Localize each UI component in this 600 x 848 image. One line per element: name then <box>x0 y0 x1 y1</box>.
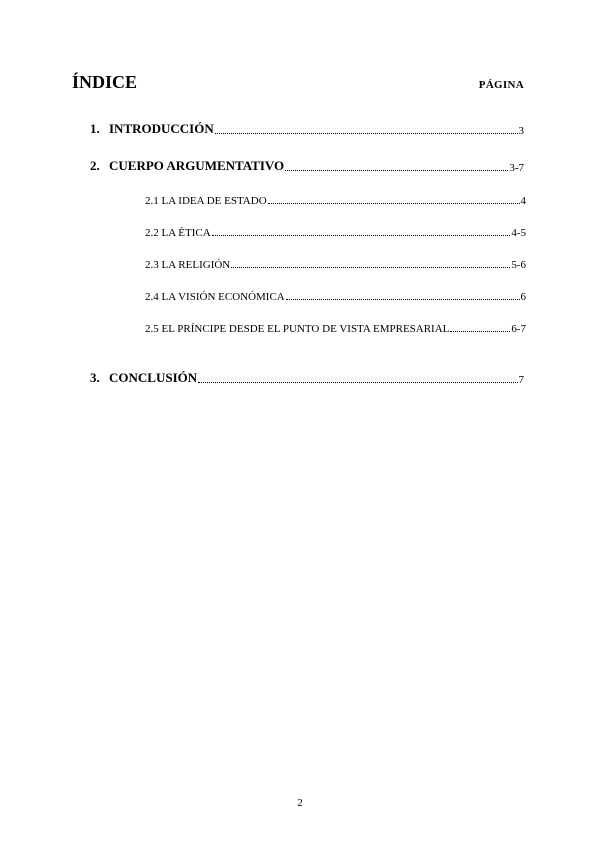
footer-page-number: 2 <box>297 797 303 809</box>
toc-entry-label: INTRODUCCIÓN <box>109 121 214 136</box>
toc-subentry-etica <box>145 227 526 239</box>
toc-entry-number: 2. <box>90 158 100 173</box>
toc-leader-dots <box>450 331 510 332</box>
toc-subentry-principe-empresarial <box>145 323 526 335</box>
toc-entry-number: 1. <box>90 121 100 136</box>
toc-leader-dots <box>215 133 518 134</box>
toc-entry-page: 7 <box>518 374 524 386</box>
toc-entry-page: 6 <box>520 291 526 303</box>
toc-entry-page: 3-7 <box>509 162 524 174</box>
toc-leader-dots <box>286 299 520 300</box>
toc-entry-page: 3 <box>518 125 524 137</box>
toc-leader-dots <box>231 267 510 268</box>
toc-entry-page: 4-5 <box>511 227 526 239</box>
toc-entry-introduccion <box>90 121 524 137</box>
toc-subentry-vision-economica <box>145 291 526 303</box>
toc-entry-page: 6-7 <box>511 323 526 335</box>
toc-entry-label: 2.2 LA ÉTICA <box>145 227 211 239</box>
toc-subentry-religion <box>145 259 526 271</box>
toc-entry-number: 3. <box>90 370 100 385</box>
toc-entry-label: 2.5 EL PRÍNCIPE DESDE EL PUNTO DE VISTA EMPRESARIAL <box>145 323 450 335</box>
toc-entry-label: CUERPO ARGUMENTATIVO <box>109 158 285 173</box>
toc-entry-conclusion <box>90 370 524 386</box>
toc-leader-dots <box>285 170 508 171</box>
page-column-header: PÁGINA <box>478 79 524 91</box>
toc-leader-dots <box>198 382 517 383</box>
page-title: ÍNDICE <box>72 72 138 92</box>
toc-entry-page: 5-6 <box>511 259 526 271</box>
toc-entry-label: 2.4 LA VISIÓN ECONÓMICA <box>145 291 285 303</box>
toc-subentry-idea-de-estado <box>145 195 526 207</box>
toc-entry-page: 4 <box>520 195 526 207</box>
toc-leader-dots <box>212 235 511 236</box>
toc-leader-dots <box>268 203 520 204</box>
toc-entry-cuerpo-argumentativo <box>90 158 524 174</box>
toc-entry-label: 2.1 LA IDEA DE ESTADO <box>145 195 267 207</box>
toc-entry-label: CONCLUSIÓN <box>109 370 198 385</box>
toc-entry-label: 2.3 LA RELIGIÓN <box>145 259 231 271</box>
